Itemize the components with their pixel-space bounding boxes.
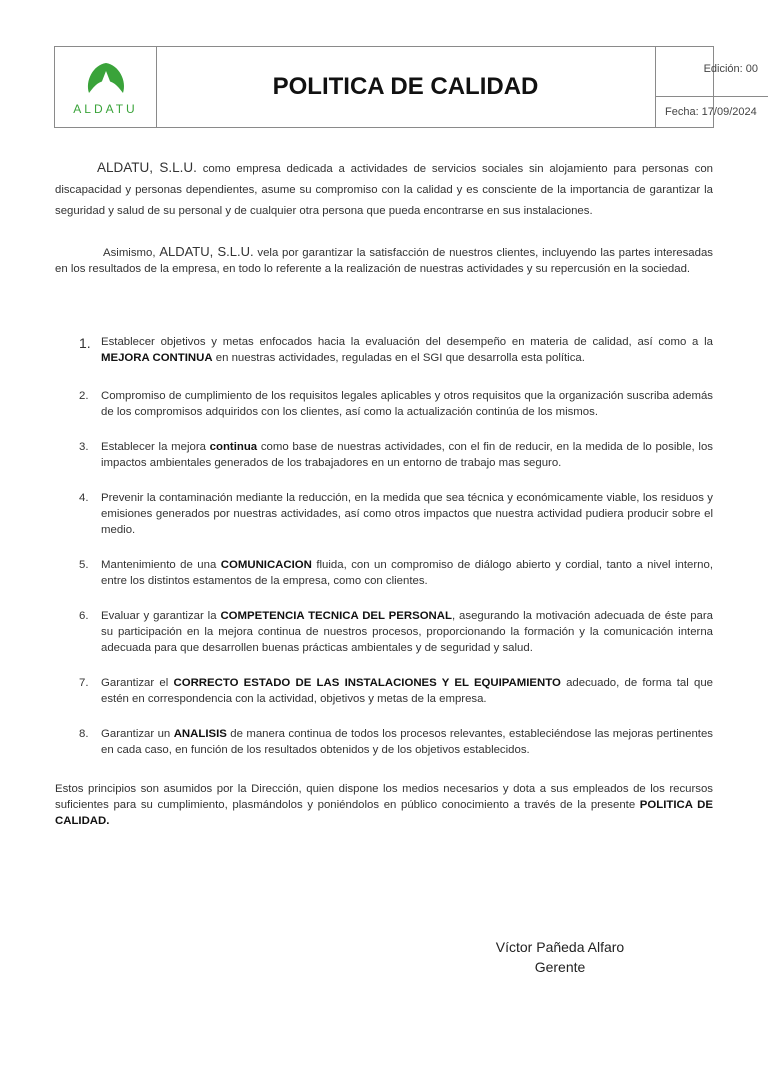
date-cell [656,96,768,128]
closing-text: Estos principios son asumidos por la Dirección, quien dispone los medios necesarios y dota a sus empleados de los recursos suficientes para su cumplimiento, plasmándolos y poniéndolos en público conocimiento a través de la presente [55,783,713,811]
closing-bold: POLITICA DE CALIDAD. [55,799,713,827]
list-item: 1. Establecer objetivos y metas enfocados hacia la evaluación del desempeño en materia de calidad, así como a la MEJORA CONTINUA en nuestras actividades, reguladas en el SGI que desarrolla esta política. [79,335,713,364]
list-item: 8. Garantizar un ANALISIS de manera continua de todos los procesos relevantes, estableciéndose las mejoras pertinentes en cada caso, en función de los resultados obtenidos y de los objetivos establecidos. [79,728,713,756]
list-item: 2. Compromiso de cumplimiento de los requisitos legales aplicables y otros requisitos que la organización suscriba además de los compromisos adquiridos con los clientes, así como la actualización continúa de los mismos. [79,390,713,418]
list-item: 7. Garantizar el CORRECTO ESTADO DE LAS INSTALACIONES Y EL EQUIPAMIENTO adecuado, de forma tal que estén en correspondencia con la actividad, objetivos y metas de la empresa. [79,677,713,705]
policy-list [55,334,713,758]
intro-paragraph-1 [55,157,713,222]
date-label: Fecha: 17/09/2024 [665,106,757,118]
logo-cell [55,47,157,127]
list-item: 3. Establecer la mejora continua como base de nuestras actividades, con el fin de reducir, en la medida de lo posible, los impactos ambientales generados de los trabajadores en un entorno de trabajo mas seguro. [79,441,713,469]
intro-text-2: vela por garantizar la satisfacción de nuestros clientes, incluyendo las partes interesadas en los resultados de la empresa, en todo lo referente a la realización de nuestras actividades y su repercusión en la sociedad. [55,247,713,275]
company-name: ALDATU, S.L.U. [97,160,197,175]
edition-cell [656,47,768,96]
title-cell [156,47,655,127]
list-item: 4. Prevenir la contaminación mediante la reducción, en la medida que sea técnica y económicamente viable, los residuos y emisiones generados por nuestras actividades, así como otros impactos que nuestra actividad pudiera producir sobre el medio. [79,492,713,536]
intro-text-1: como empresa dedicada a actividades de servicios sociales sin alojamiento para personas con discapacidad y personas dependientes, asume su compromiso con la calidad y es consciente de la importancia de garantizar la seguridad y salud de su personal y de cualquier otra persona que pueda encontrarse en sus instalaciones. [55,163,713,217]
logo-text: ALDATU [73,102,138,116]
list-item: 5. Mantenimiento de una COMUNICACION fluida, con un compromiso de diálogo abierto y cordial, tanto a nivel interno, entre los distintos estamentos de la empresa, como con clientes. [79,559,714,587]
list-item: 6. Evaluar y garantizar la COMPETENCIA TECNICA DEL PERSONAL, asegurando la motivación adecuada de éste para su participación en la mejora continua de nuestros procesos, proporcionando la formación y la comunicación interna adecuada para que desarrollen buenas prácticas ambientales y de seguridad y salud. [79,610,713,654]
signatory-role: Gerente [534,959,586,975]
company-name-2: ALDATU, S.L.U. [159,244,254,259]
document-title: POLITICA DE CALIDAD [272,73,539,100]
document-header [54,46,758,128]
signature-block [480,937,640,977]
aldatu-logo-icon [83,59,129,99]
signatory-name: Víctor Pañeda Alfaro [495,939,625,955]
meta-cell [655,47,768,127]
closing-paragraph [55,781,713,829]
intro-paragraph-2 [55,244,713,277]
edition-label: Edición: 00 [703,63,758,75]
intro-pre-2: Asimismo, [103,247,160,259]
